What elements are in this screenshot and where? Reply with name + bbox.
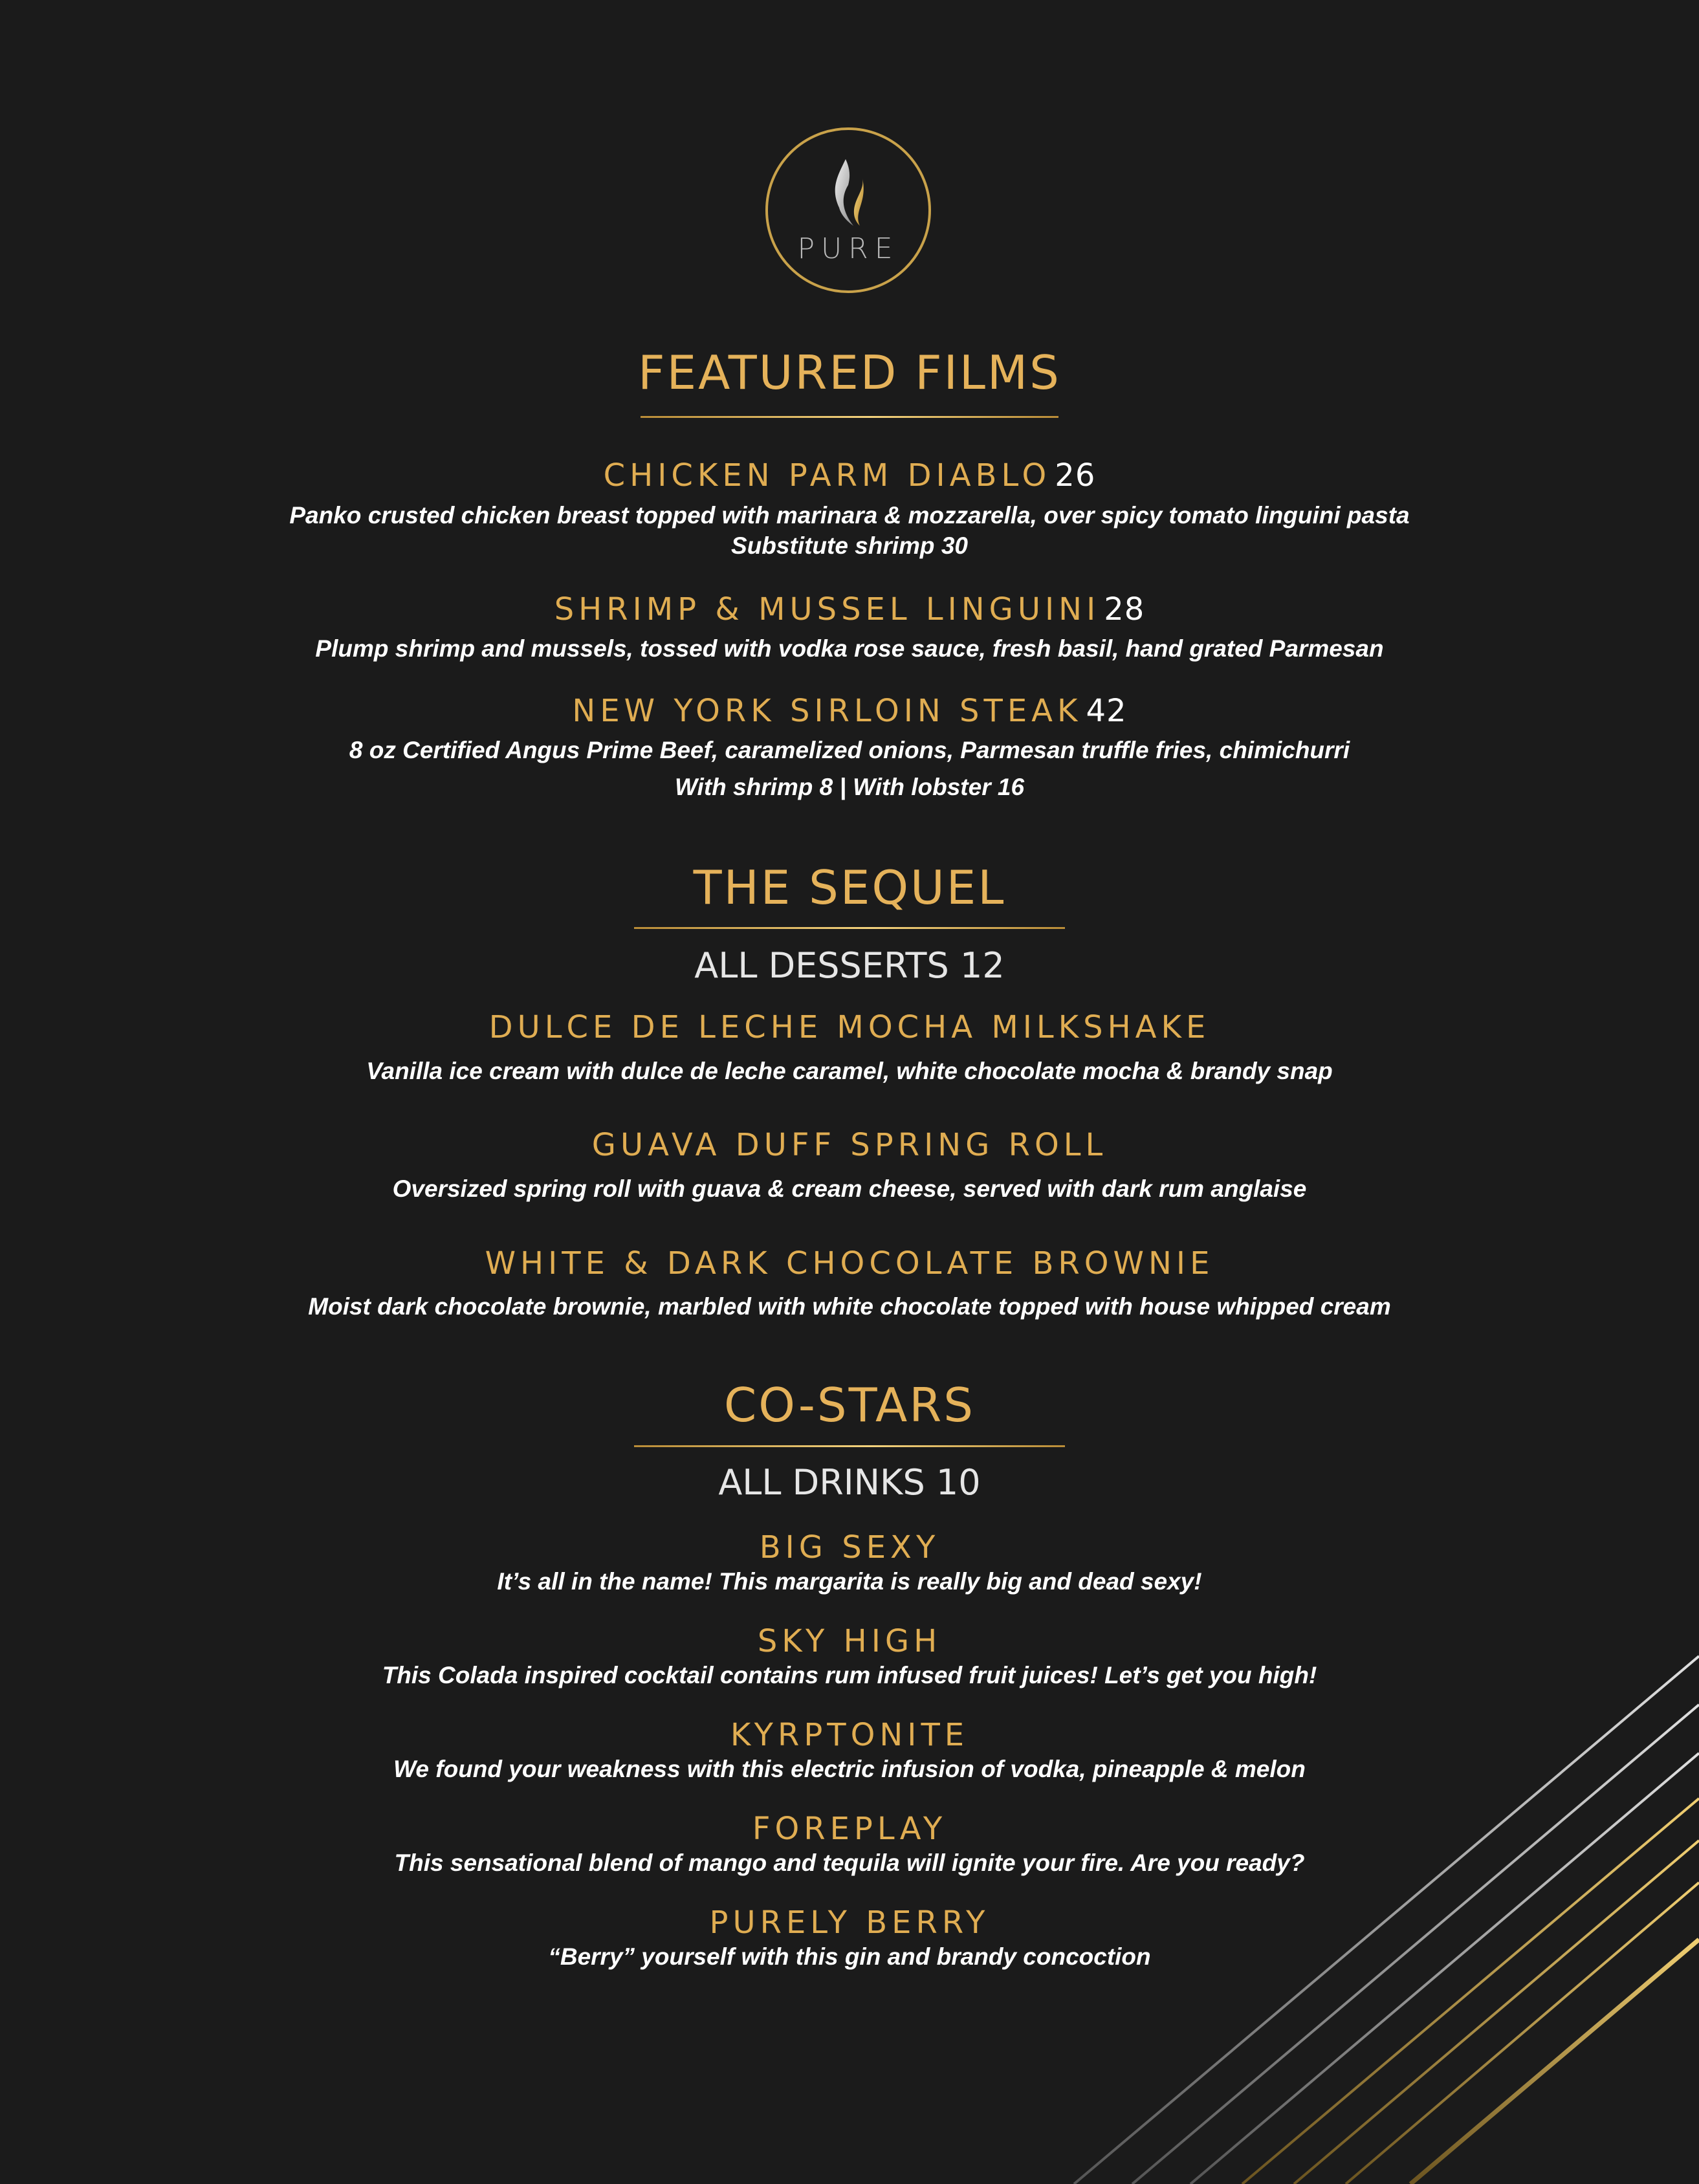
menu-item-name: NEW YORK SIRLOIN STEAK 42 bbox=[572, 693, 1127, 729]
menu-item-name: FOREPLAY bbox=[752, 1811, 947, 1847]
logo-wordmark: PURE bbox=[797, 232, 899, 265]
menu-item-description: Plump shrimp and mussels, tossed with vodka rose sauce, fresh basil, hand grated Parmesan bbox=[315, 635, 1384, 662]
section-divider bbox=[641, 416, 1058, 418]
section-price-note: ALL DESSERTS 12 bbox=[694, 945, 1005, 986]
menu-item-name: WHITE & DARK CHOCOLATE BROWNIE bbox=[485, 1245, 1214, 1282]
section-title-sequel: THE SEQUEL bbox=[693, 860, 1006, 915]
menu-item-name: SKY HIGH bbox=[757, 1623, 942, 1659]
menu-item-description: Oversized spring roll with guava & cream cheese, served with dark rum anglaise bbox=[392, 1175, 1307, 1202]
section-divider bbox=[634, 1445, 1065, 1447]
menu-item-description: Vanilla ice cream with dulce de leche caramel, white chocolate mocha & brandy snap bbox=[366, 1058, 1333, 1084]
menu-item-description: This Colada inspired cocktail contains rum infused fruit juices! Let’s get you high! bbox=[382, 1662, 1317, 1688]
menu-item-name: SHRIMP & MUSSEL LINGUINI 28 bbox=[554, 591, 1145, 628]
menu-item-price: 42 bbox=[1086, 693, 1127, 729]
flame-icon bbox=[825, 156, 877, 227]
menu-item-note: Substitute shrimp 30 bbox=[731, 532, 968, 559]
menu-item-name: CHICKEN PARM DIABLO 26 bbox=[603, 457, 1096, 494]
menu-item-name: DULCE DE LECHE MOCHA MILKSHAKE bbox=[488, 1009, 1211, 1045]
menu-item-price: 28 bbox=[1104, 591, 1145, 628]
brand-logo bbox=[765, 127, 931, 293]
menu-item-description: Moist dark chocolate brownie, marbled with white chocolate topped with house whipped cream bbox=[308, 1293, 1391, 1320]
menu-item-note: With shrimp 8 | With lobster 16 bbox=[674, 774, 1025, 800]
section-title-featured: FEATURED FILMS bbox=[638, 345, 1061, 400]
menu-item-description: We found your weakness with this electric infusion of vodka, pineapple & melon bbox=[393, 1756, 1306, 1782]
menu-item-description: 8 oz Certified Angus Prime Beef, caramelized onions, Parmesan truffle fries, chimichurri bbox=[349, 737, 1350, 763]
menu-item-description: Panko crusted chicken breast topped with marinara & mozzarella, over spicy tomato linguini pasta bbox=[289, 502, 1410, 529]
decorative-stripes bbox=[1061, 1643, 1699, 2184]
menu-item-name: KYRPTONITE bbox=[730, 1717, 969, 1753]
menu-item-price: 26 bbox=[1055, 457, 1096, 494]
section-price-note: ALL DRINKS 10 bbox=[718, 1462, 981, 1503]
menu-item-name: BIG SEXY bbox=[759, 1529, 940, 1566]
section-divider bbox=[634, 927, 1065, 929]
menu-item-name: PURELY BERRY bbox=[709, 1905, 990, 1941]
menu-item-description: This sensational blend of mango and tequila will ignite your fire. Are you ready? bbox=[394, 1850, 1305, 1876]
menu-item-name: GUAVA DUFF SPRING ROLL bbox=[591, 1127, 1108, 1163]
section-title-costars: CO-STARS bbox=[723, 1378, 975, 1432]
menu-item-description: “Berry” yourself with this gin and brandy concoction bbox=[548, 1943, 1151, 1970]
menu-item-description: It’s all in the name! This margarita is really big and dead sexy! bbox=[497, 1568, 1202, 1595]
